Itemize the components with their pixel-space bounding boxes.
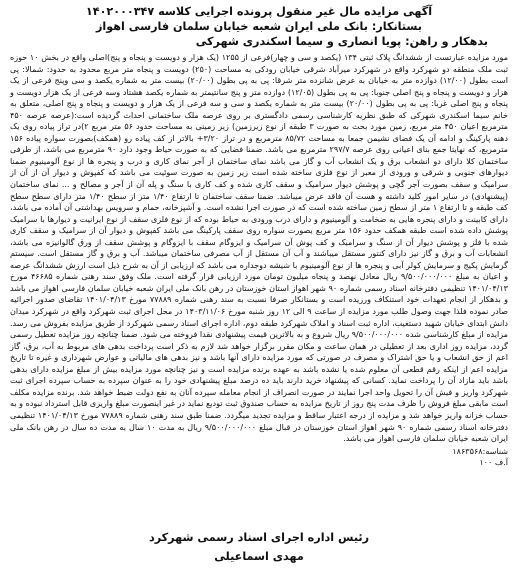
signature-name: مهدی اسماعیلی [214, 550, 304, 563]
signature-block [0, 528, 518, 566]
notice-kind: آ.ف ۱۰۰ [479, 458, 508, 468]
debtor-line: بدهکار و راهن: پویا انصاری و سیما اسکندری شهرکی [195, 35, 488, 48]
notice-header [10, 4, 508, 49]
creditor-line: بستانکار: بانک ملی ایران شعبه خیابان سلمان فارسی اهواز [95, 20, 423, 33]
signature-office: رئیس اداره اجرای اسناد رسمی شهرکرد [148, 531, 370, 544]
notice-meta [10, 446, 508, 469]
notice-title: آگهی مزایده مال غیر منقول پرونده اجرایی کلاسه ۱۴۰۲۰۰۰۳۴۷ [85, 5, 433, 18]
notice-body: مورد مزایده عبارتست از ششدانگ پلاک ثبتی ۱۳۴ (یکصد و سی و چهار)فرعی از ۱۲۵۵ (یک هزار و دویست و پنجاه و پنج)اصلی واقع در بخش ۱۰ حوزه ثبت ملک منطقه دو شهرکرد واقع در شهرکرد میرآباد شرقی خیابان رودکی به مساحت (۲۵۰) دویست و پنجاه متر مربع محدود به حدود: شمالا: پی است بطول (۱۲/۰۰) دوازده متر به خیابان به عرض شانزده متر شرقا: پی به پی بطول (۲۰/۰۰) بیست متر به شماره یکصد و سی وپنج فرعی از یک هزار و دویست و پنجاه و پنج اصلی جنوبا: پی به پی بطول (۱۲/۰۵) دوازده متر و پنج سانتیمتر به شماره یکصد هشتاد وسه فرعی از یک هزار دویست و پنجاه و پنج اصلی غربا: پی به پی بطول (۲۰/۰۰) بیست متر به شماره یکصد و سی و سه فرعی از یک هزار و دویست و پنجاه و پنج اصلی، متعلق به خانم سیما اسکندری شهرکی که طبق نظریه کارشناسی رسمی دادگستری بر روی عرصه ملک ساختمانی احداث گردیده است:(عرصه عرصه ۴۵۰ مترمربع اعیان ۴۵۰ متر مربع، زمین مورد بحث به صورت ۳ طبقه از نوع زیرزمین) زیر زمینی به مساحت حدود ۵۶ متر مربع ۲)در تراز پیاده روی یک دهنه پارکینگ و ادامه آن یک فضای نشیمن جمعا به مساحت ۸۵/۷۲ مترمربع و در تراز ۳/۲۰+ بالاتر از کف پیاده رو (همکف)بصورت سواره پیاده ۱۵۶ مترمربع، که نهایتا جمع بنای اعیانی روی عرصه ۲۹۷/۷ مترمربع می باشد. ضمنا فضایی که به صورت حیاط وجود دارد ۹۰ مترمربع می باشد، از طرفی ساختمان کلا دارای دو انشعاب برق و یک انشعاب آب و گاز می باشد نمای ساختمان از آجر نمای کاری و درب و پنجره ها از نوع آلومینیوم ضمنا دیوارهای جنوبی و شرقی و ورودی از معبر از نوع فلزی ساخته شده است زیر زمین به صورت سوئیت می باشد که کفپوش و دیوار آن از آن از سرامیک و سقف بصورت آجر گچی و پوشش دیوار سرامیک و سقف کاری شده و کف کاری با سنگ و پله آن از آجر و مصالح و ... نمای ساختمان (پیشنهادی) در سایر امور کلید داشته و هست آن فاقد عرض میباشد. ضمنا سقف ساختمان تا ارتفاع ۱/۴۰ متر از سطح ۱/۴۰ متر دارای سطح سطح کف طبقه و تا ارتفاع ۱ متر از سطح زمین ساخته شده است که در صورت اجرا نشده است. و آشپزخانه، حمام و سرویس بهداشتی آن آماده می باشد، دارای کابینت و دارای پنجره هایی به ضخامت و آلومینیوم و دارای درب ورودی به حیاط بوده که از نوع فلزی سقف از نوع ایرانیت و دیوارها با سرامیک پوشش داده شده است طبقه همکف حدود ۱۵۶ متر مربع بصورت سواره روی سقف پارکینگ می باشد کفپوش و دیوار آن از سرامیک و سقف کاری شده با فلز و پوشش دیوار آن از سنگ و سرامیک و کف پوش آن سرامیک و ایزوگام سقف با ایزوگام و پوشش سقف از ورق گالوانیزه می باشد، انشعابات آب و برق و گاز نیز دارای کنتور مستقل میباشند و آب آن مستقل از آب مصرفی ساختمان میباشد. آب و برق و گاز مستقل است. سیستم گرمایش پکیج و سرمایش کولر آبی و پنجره ها از نوع آلومینیوم با شیشه دوجداره می باشد که ارزیابی از آن به شرح ذیل است ارزش ششدانگ عرصه و اعیان به مبلغ ۹/۵۰۰/۰۰۰/۰۰۰ ریال معادل نهصد و پنجاه میلیون تومان مورد ارزیابی قرار گرفته است. ملک وفق سند رهنی شماره ۴۶۶۸۵ مورخ ۱۴۰۱/۰۴/۱۳ تنظیمی دفترخانه اسناد رسمی شماره ۹۰ شهر اهواز استان خوزستان در رهن بانک ملی ایران شعبه خیابان سلمان فارسی اهواز می باشد و بدهکار از انجام تعهدات خود استنکاف ورزیده است و بستانکار صرفا نسبت به سند رهنی شماره ۷۷۸۸۹ مورخ ۱۴۰۱/۰۴/۱۳ تقاضای صدور اجرائیه صادر نموده فلذا جهت وصول طلب مورد مزایده از ساعت ۹ الی ۱۲ روز شنبه مورخ ۱۴۰۳/۱۱/۰۶ در محل اجرای ثبت شهرکرد واقع در شهرکرد میدان دانش ابتدای خیابان شهید دستغیب، اداره ثبت اسناد و املاک شهرکرد طبقه دوم، اداره اجرای اسناد رسمی شهرکرد از طریق مزایده بفروش می رسد. مزایده از مبلغ کارشناسی شده ۹/۵۰۰/۰۰۰/۰۰۰ ریال شروع و به بالاترین قیمت پیشنهادی نقدا فروخته می شود. ضمنا چنانچه روز مزایده تعطیل رسمی گردد، مزایده روز اداری بعد از تعطیلی در همان ساعت و مکان مقرر برگزار خواهد شد لازم به ذکر است پرداخت بدهی های مربوط به آب، برق، گاز اعم از حق انشعاب و یا حق اشتراک و مصرف در صورتی که مورد مزایده دارای آنها باشد و نیز بدهی های مالیاتی و عوارض شهرداری و غیره تا تاریخ مزایده اعم از اینکه رقم قطعی آن معلوم شده یا نشده باشد به عهده برنده مزایده است و نیز چنانچه مورد مزایده بیش از مبلغ مزایده دارای بدهی باشد باید مازاد آن را پرداخت نماید. کسانی که پیشنهاد خرید دارند باید ده درصد مبلغ پیشنهادی خود را به عنوان سپرده به حساب سپرده اجرای ثبت شهرکرد واریز و فیش آن را تحویل واحد اجرا نمایند در صورت انصراف از انجام معامله سپرده آنان به نفع دولت ضبط خواهد شد. برنده مزایده مکلف است مابقی مبلغ فروش را ظرف مدت پنج روز از تاریخ مزایده به حساب صندوق ثبت تودیع نماید در غیر اینصورت مبلغ واریزی قابل استرداد نبوده و به حساب خزانه واریز خواهد شد و مزایده از درجه اعتبار ساقط و مزایده تجدید میگردد. ضمنا طبق سند رهنی شماره ۷۷۸۸۹ مورخ ۱۴۰۱/۰۴/۱۳ تنظیمی دفترخانه اسناد رسمی شماره ۹۰ شهر اهواز استان خوزستان در قبال مبلغ ۹/۵۰۰/۰۰۰/۰۰۰ ریال به مدت ۱۰ سال به مدت ده سال در رهن بانک ملی ایران شعبه خیابان سلمان فارسی اهواز می باشد. [10, 53, 509, 444]
notice-id: شناسه:۱۸۶۳۵۶۸ [452, 446, 508, 456]
